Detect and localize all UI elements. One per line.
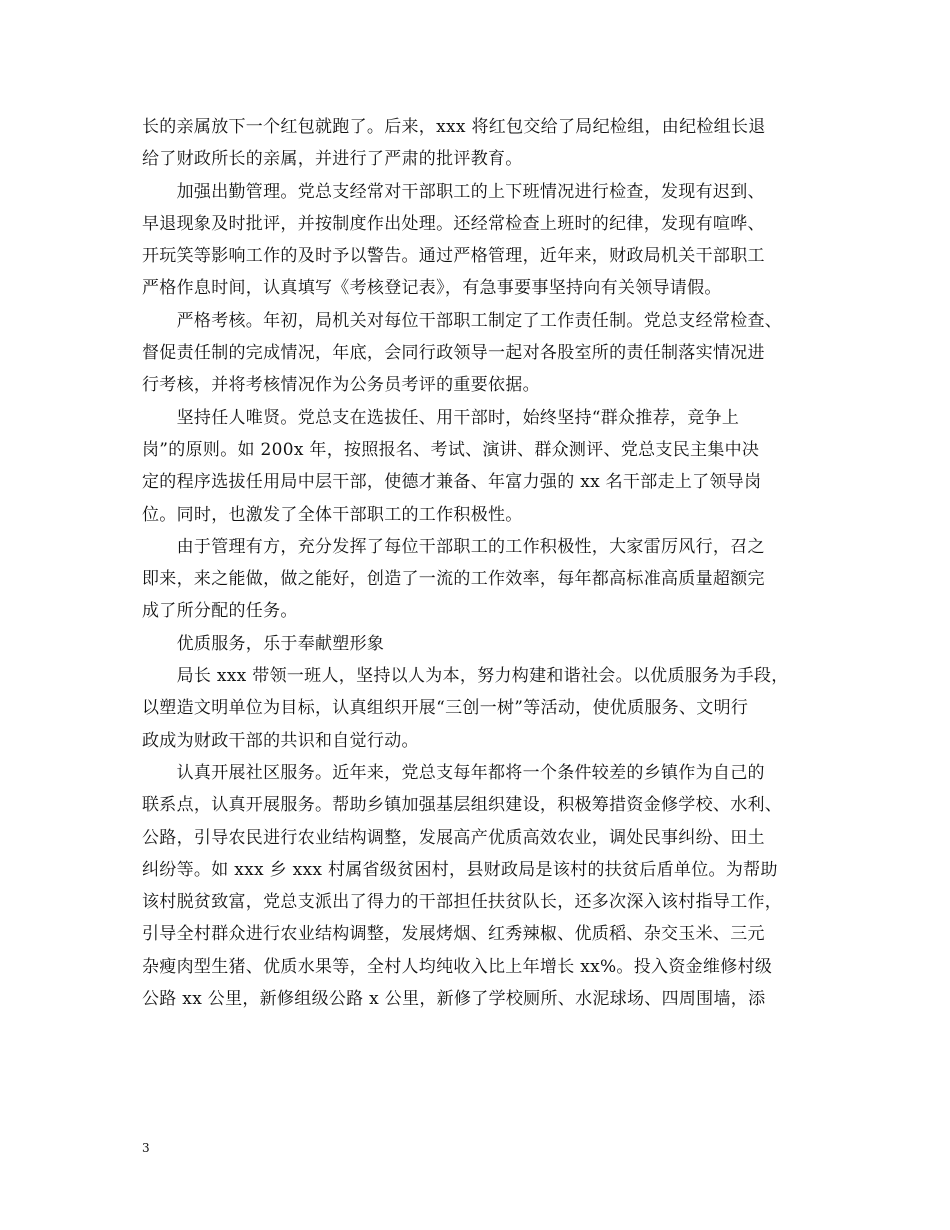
text-line: 引导全村群众进行农业结构调整，发展烤烟、红秀辣椒、优质稻、杂交玉米、三元 xyxy=(142,924,765,945)
text-line: 岗”的原则。如 200x 年，按照报名、考试、演讲、群众测评、党总支民主集中决 xyxy=(142,439,760,460)
page-number: 3 xyxy=(142,1141,150,1155)
text-line: 杂瘦肉型生猪、优质水果等，全村人均纯收入比上年增长 xx%。投入资金维修村级 xyxy=(142,956,773,977)
text-line: 政成为财政干部的共识和自觉行动。 xyxy=(142,730,419,751)
section-heading: 优质服务，乐于奉献塑形象 xyxy=(142,633,385,654)
body-text xyxy=(142,117,822,1021)
text-line: 给了财政所长的亲属，并进行了严肃的批评教育。 xyxy=(142,149,523,170)
text-line: 位。同时，也激发了全体干部职工的工作积极性。 xyxy=(142,504,523,525)
text-line: 坚持任人唯贤。党总支在选拔任、用干部时，始终坚持“群众推荐，竞争上 xyxy=(142,407,740,428)
text-line: 督促责任制的完成情况，年底，会同行政领导一起对各股室所的责任制落实情况进 xyxy=(142,343,765,364)
text-line: 局长 xxx 带领一班人，坚持以人为本，努力构建和谐社会。以优质服务为手段， xyxy=(142,666,789,687)
text-line: 成了所分配的任务。 xyxy=(142,601,298,622)
text-line: 加强出勤管理。党总支经常对干部职工的上下班情况进行检查，发现有迟到、 xyxy=(142,181,765,202)
text-line: 认真开展社区服务。近年来，党总支每年都将一个条件较差的乡镇作为自己的 xyxy=(142,762,765,783)
text-line: 该村脱贫致富，党总支派出了得力的干部担任扶贫队长，还多次深入该村指导工作， xyxy=(142,892,783,913)
text-line: 严格作息时间，认真填写《考核登记表》，有急事要事坚持向有关领导请假。 xyxy=(142,278,722,299)
text-line: 定的程序选拔任用局中层干部，使德才兼备、年富力强的 xx 名干部走上了领导岗 xyxy=(142,472,762,493)
text-line: 联系点，认真开展服务。帮助乡镇加强基层组织建设，积极筹措资金修学校、水利、 xyxy=(142,795,783,816)
text-line: 以塑造文明单位为目标，认真组织开展“三创一树”等活动，使优质服务、文明行 xyxy=(142,698,749,719)
text-line: 公路，引导农民进行农业结构调整，发展高产优质高效农业，调处民事纠纷、田土 xyxy=(142,827,765,848)
text-line: 即来，来之能做，做之能好，创造了一流的工作效率，每年都高标准高质量超额完 xyxy=(142,569,765,590)
text-line: 行考核，并将考核情况作为公务员考评的重要依据。 xyxy=(142,375,540,396)
text-line: 开玩笑等影响工作的及时予以警告。通过严格管理，近年来，财政局机关干部职工 xyxy=(142,246,765,267)
text-line: 早退现象及时批评，并按制度作出处理。还经常检查上班时的纪律，发现有喧哗、 xyxy=(142,213,765,234)
text-line: 公路 xx 公里，新修组级公路 x 公里，新修了学校厕所、水泥球场、四周围墙，添 xyxy=(142,989,766,1010)
text-line: 纠纷等。如 xxx 乡 xxx 村属省级贫困村，县财政局是该村的扶贫后盾单位。为帮助 xyxy=(142,859,778,880)
text-line: 长的亲属放下一个红包就跑了。后来，xxx 将红包交给了局纪检组，由纪检组长退 xyxy=(142,117,766,137)
text-line: 由于管理有方，充分发挥了每位干部职工的工作积极性，大家雷厉风行，召之 xyxy=(142,536,765,557)
text-line: 严格考核。年初，局机关对每位干部职工制定了工作责任制。党总支经常检查、 xyxy=(142,310,783,331)
